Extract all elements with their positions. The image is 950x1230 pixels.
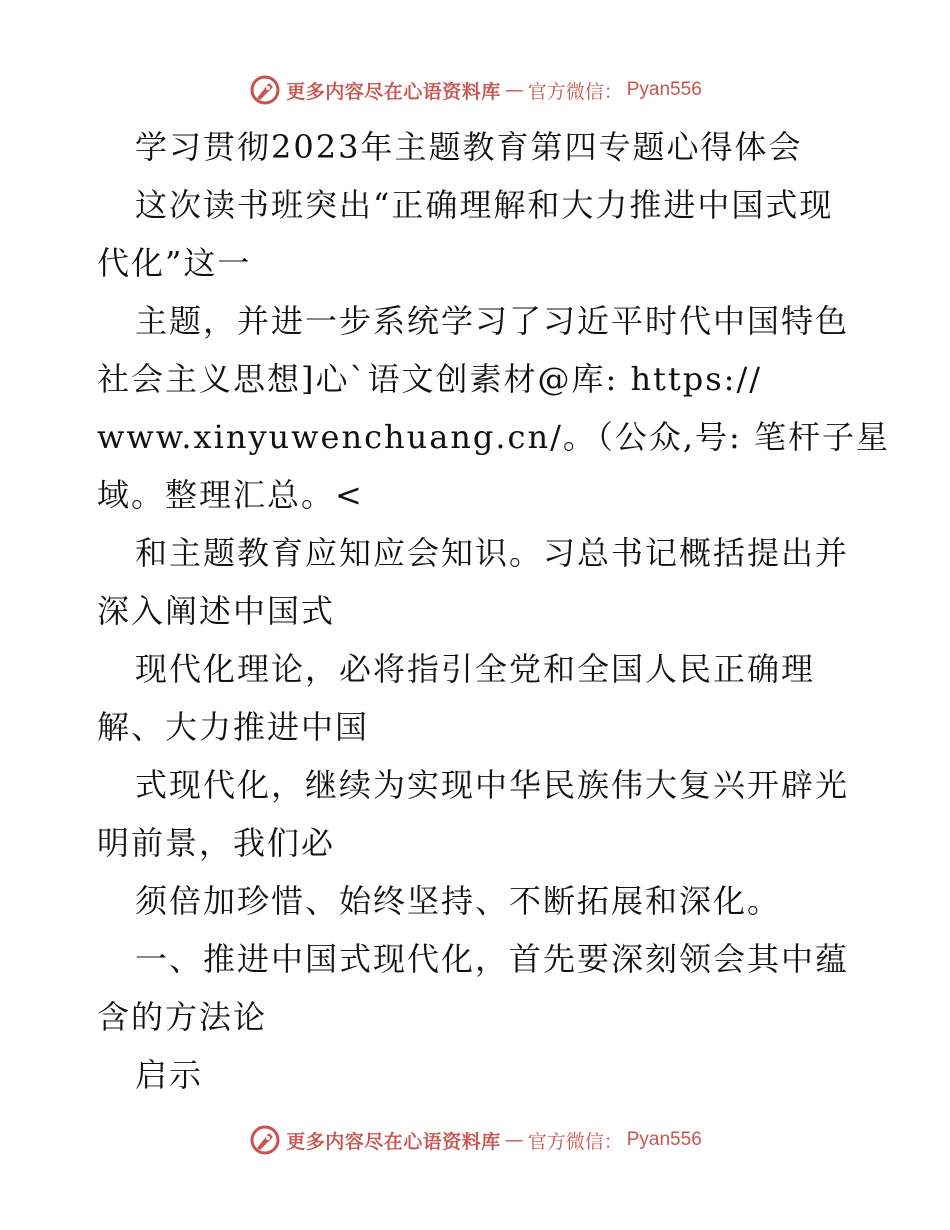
document-text-line: 一、推进中国式现代化，首先要深刻领会其中蕴 [135, 940, 850, 978]
document-text-line: 含的方法论 [97, 998, 268, 1036]
watermark-separator: — [504, 79, 524, 101]
document-text-line: www.xinyuwenchuang.cn/。（公众,号: 笔杆子星 [97, 418, 890, 456]
watermark-official-label: 官方微信： [527, 80, 623, 103]
watermark-brand-text: 更多内容尽在心语资料库 [286, 1130, 501, 1153]
document-text-line: 解、大力推进中国 [97, 708, 370, 746]
document-text-line: 主题，并进一步系统学习了习近平时代中国特色 [135, 302, 850, 340]
document-text-line: 须倍加珍惜、始终坚持、不断拓展和深化。 [135, 882, 782, 920]
document-text-line: 学习贯彻2023年主题教育第四专题心得体会 [135, 128, 803, 166]
document-text-line: 启示 [135, 1056, 204, 1094]
pen-nib-circle-icon [248, 1123, 282, 1157]
header-watermark [0, 70, 950, 110]
watermark-account-id: Pyan556 [626, 1129, 702, 1150]
document-text-line: 代化”这一 [97, 244, 252, 282]
document-text-line: 现代化理论，必将指引全党和全国人民正确理 [135, 650, 816, 688]
document-text-line: 社会主义思想]心`语文创素材@库: https:// [97, 360, 763, 398]
document-text-line: 和主题教育应知应会知识。习总书记概括提出并 [135, 534, 850, 572]
pen-nib-circle-icon [248, 73, 282, 107]
watermark-official-label: 官方微信： [527, 1130, 623, 1153]
document-text-line: 域。整理汇总。< [97, 476, 364, 514]
document-text-line: 深入阐述中国式 [97, 592, 336, 630]
document-text-line: 这次读书班突出“正确理解和大力推进中国式现 [135, 186, 834, 224]
document-text-line: 式现代化，继续为实现中华民族伟大复兴开辟光 [135, 766, 850, 804]
watermark-account-id: Pyan556 [626, 79, 702, 100]
document-body [97, 118, 890, 1104]
document-text-line: 明前景，我们必 [97, 824, 336, 862]
watermark-brand-text: 更多内容尽在心语资料库 [286, 80, 501, 103]
footer-watermark [0, 1120, 950, 1160]
watermark-separator: — [504, 1129, 524, 1151]
